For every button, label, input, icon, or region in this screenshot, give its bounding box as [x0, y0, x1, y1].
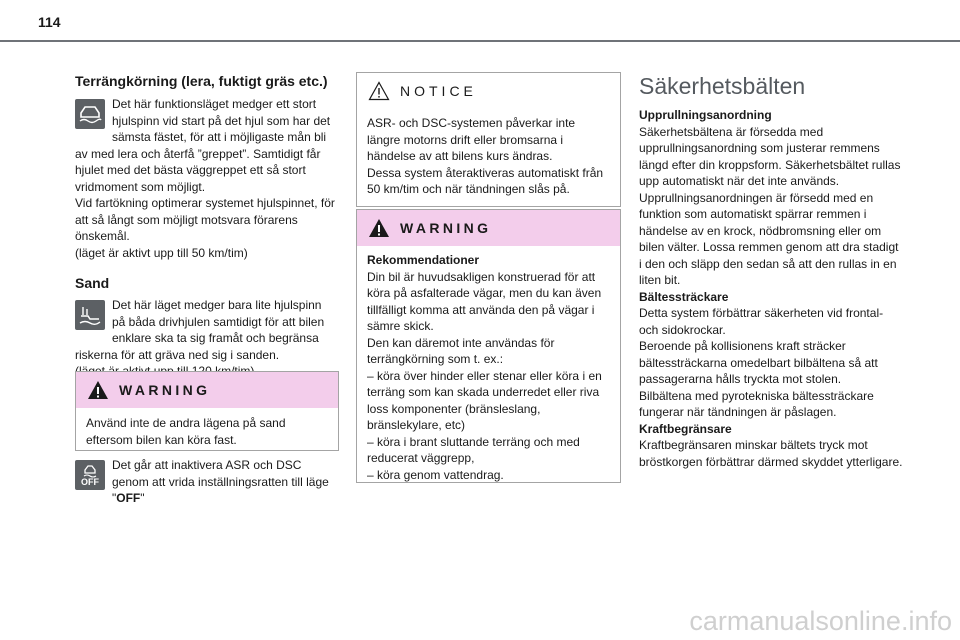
heading-sand: Sand — [75, 275, 110, 291]
pretensioner-p1: Detta system förbättrar säkerheten vid frontal- och sidokrockar. — [639, 306, 884, 337]
bullet-3: – köra genom vattendrag. — [367, 467, 504, 482]
mud-text-3: (läget är aktivt upp till 50 km/tim) — [75, 245, 248, 260]
mud-text: Det här funktionsläget medger ett stort hjulspinn vid start på det hjul som har det sämsta fästet, för att i möjligaste mån bli av med lera och återfå ”greppet”. Samtidigt får hjulet med det bästa väggreppet ett så stort vridmoment som möjligt. — [75, 97, 331, 194]
notice-text-1: ASR- och DSC-systemen påverkar inte längre motorns drift eller bromsarna i händelse av att bilens kurs ändras. — [367, 116, 576, 163]
warning-text: Använd inte de andra lägena på sand eftersom bilen kan köra fast. — [86, 416, 286, 447]
heading-pretensioner: Bältessträckare — [639, 289, 729, 304]
retractor-p1: Säkerhetsbältena är försedda med upprullningsanordning som justerar remmens längd efter din kroppsform. Säkerhetsbältet rullas upp automatiskt när det inte används. — [639, 124, 901, 188]
notice-text-2: Dessa system återaktiveras automatiskt från 50 km/tim och när tändningen slås på. — [367, 165, 604, 196]
heading-force-limiter: Kraftbegränsare — [639, 421, 732, 436]
warning-icon — [368, 218, 390, 238]
mud-text-2: Vid fartökning optimerar systemet hjulspinnet, för att så långt som möjligt motsvara förarens önskemål. — [75, 196, 335, 243]
heading-offroad: Terrängkörning (lera, fuktigt gräs etc.) — [75, 73, 328, 89]
section-title: Säkerhetsbälten — [639, 73, 806, 99]
sand-text: Det här läget medger bara lite hjulspinn på båda drivhjulen samtidigt för att bilen enklare ska ta sig framåt och begränsa riskerna för att gräva ned sig i sanden. — [75, 298, 325, 362]
header-rule — [0, 40, 960, 42]
right-column — [639, 72, 903, 470]
notice-label: NOTICE — [400, 83, 477, 99]
warn-p1: Din bil är huvudsakligen konstruerad för att köra på asfalterade vägar, men du kan även tillfälligt komma att använda den på vägar i sämre skick. — [367, 269, 602, 333]
page-number: 114 — [38, 14, 61, 30]
warning-label: WARNING — [400, 220, 492, 236]
retractor-p2: Upprullningsanordningen är försedd med en funktion som automatiskt spärrar remmen i händelse av en krock, nödbromsning eller om bilen välter. Lossa remmen genom att dra stadigt i den och släpp den sedan så att den rullas in en liten bit. — [639, 190, 899, 287]
sand-mode-icon — [75, 300, 105, 330]
mud-mode-icon — [75, 99, 105, 129]
rec-title: Rekommendationer — [367, 253, 480, 267]
warn-p2: Den kan däremot inte användas för terrängkörning som t. ex.: — [367, 335, 555, 366]
pretensioner-p3: Bilbältena med pyrotekniska bältessträckare fungerar när tändningen är påslagen. — [639, 388, 874, 419]
left-warning-box — [75, 371, 339, 451]
middle-warning-box — [356, 209, 621, 483]
off-bold: OFF — [116, 491, 141, 505]
force-limiter-p1: Kraftbegränsaren minskar bältets tryck mot bröstkorgen förbättrar därmed skyddet ytterligare. — [639, 438, 903, 469]
warning-label: WARNING — [119, 382, 211, 398]
off-icon — [75, 460, 105, 490]
left-column — [75, 72, 337, 380]
footer-watermark: carmanualsonline.info — [689, 606, 952, 636]
bullet-2: – köra i brant sluttande terräng och med reducerat väggrepp, — [367, 434, 580, 465]
warning-icon — [87, 380, 109, 400]
notice-box — [356, 72, 621, 207]
bullet-1: – köra över hinder eller stenar eller köra i en terräng som kan skada underredet eller riva loss komponenter (bränsleslang, bränslekylare, etc) — [367, 368, 602, 432]
notice-icon — [368, 81, 390, 101]
heading-retractor: Upprullningsanordning — [639, 108, 772, 122]
off-icon-text: OFF — [81, 476, 99, 487]
off-section — [75, 457, 337, 507]
off-text: Det går att inaktivera ASR och DSC genom att vrida inställningsratten till läge "OFF" — [112, 458, 329, 505]
pretensioner-p2: Beroende på kollisionens kraft sträcker bältessträckarna omedelbart bilbältena så att passagerarna hålls tryckta mot stolen. — [639, 339, 878, 386]
